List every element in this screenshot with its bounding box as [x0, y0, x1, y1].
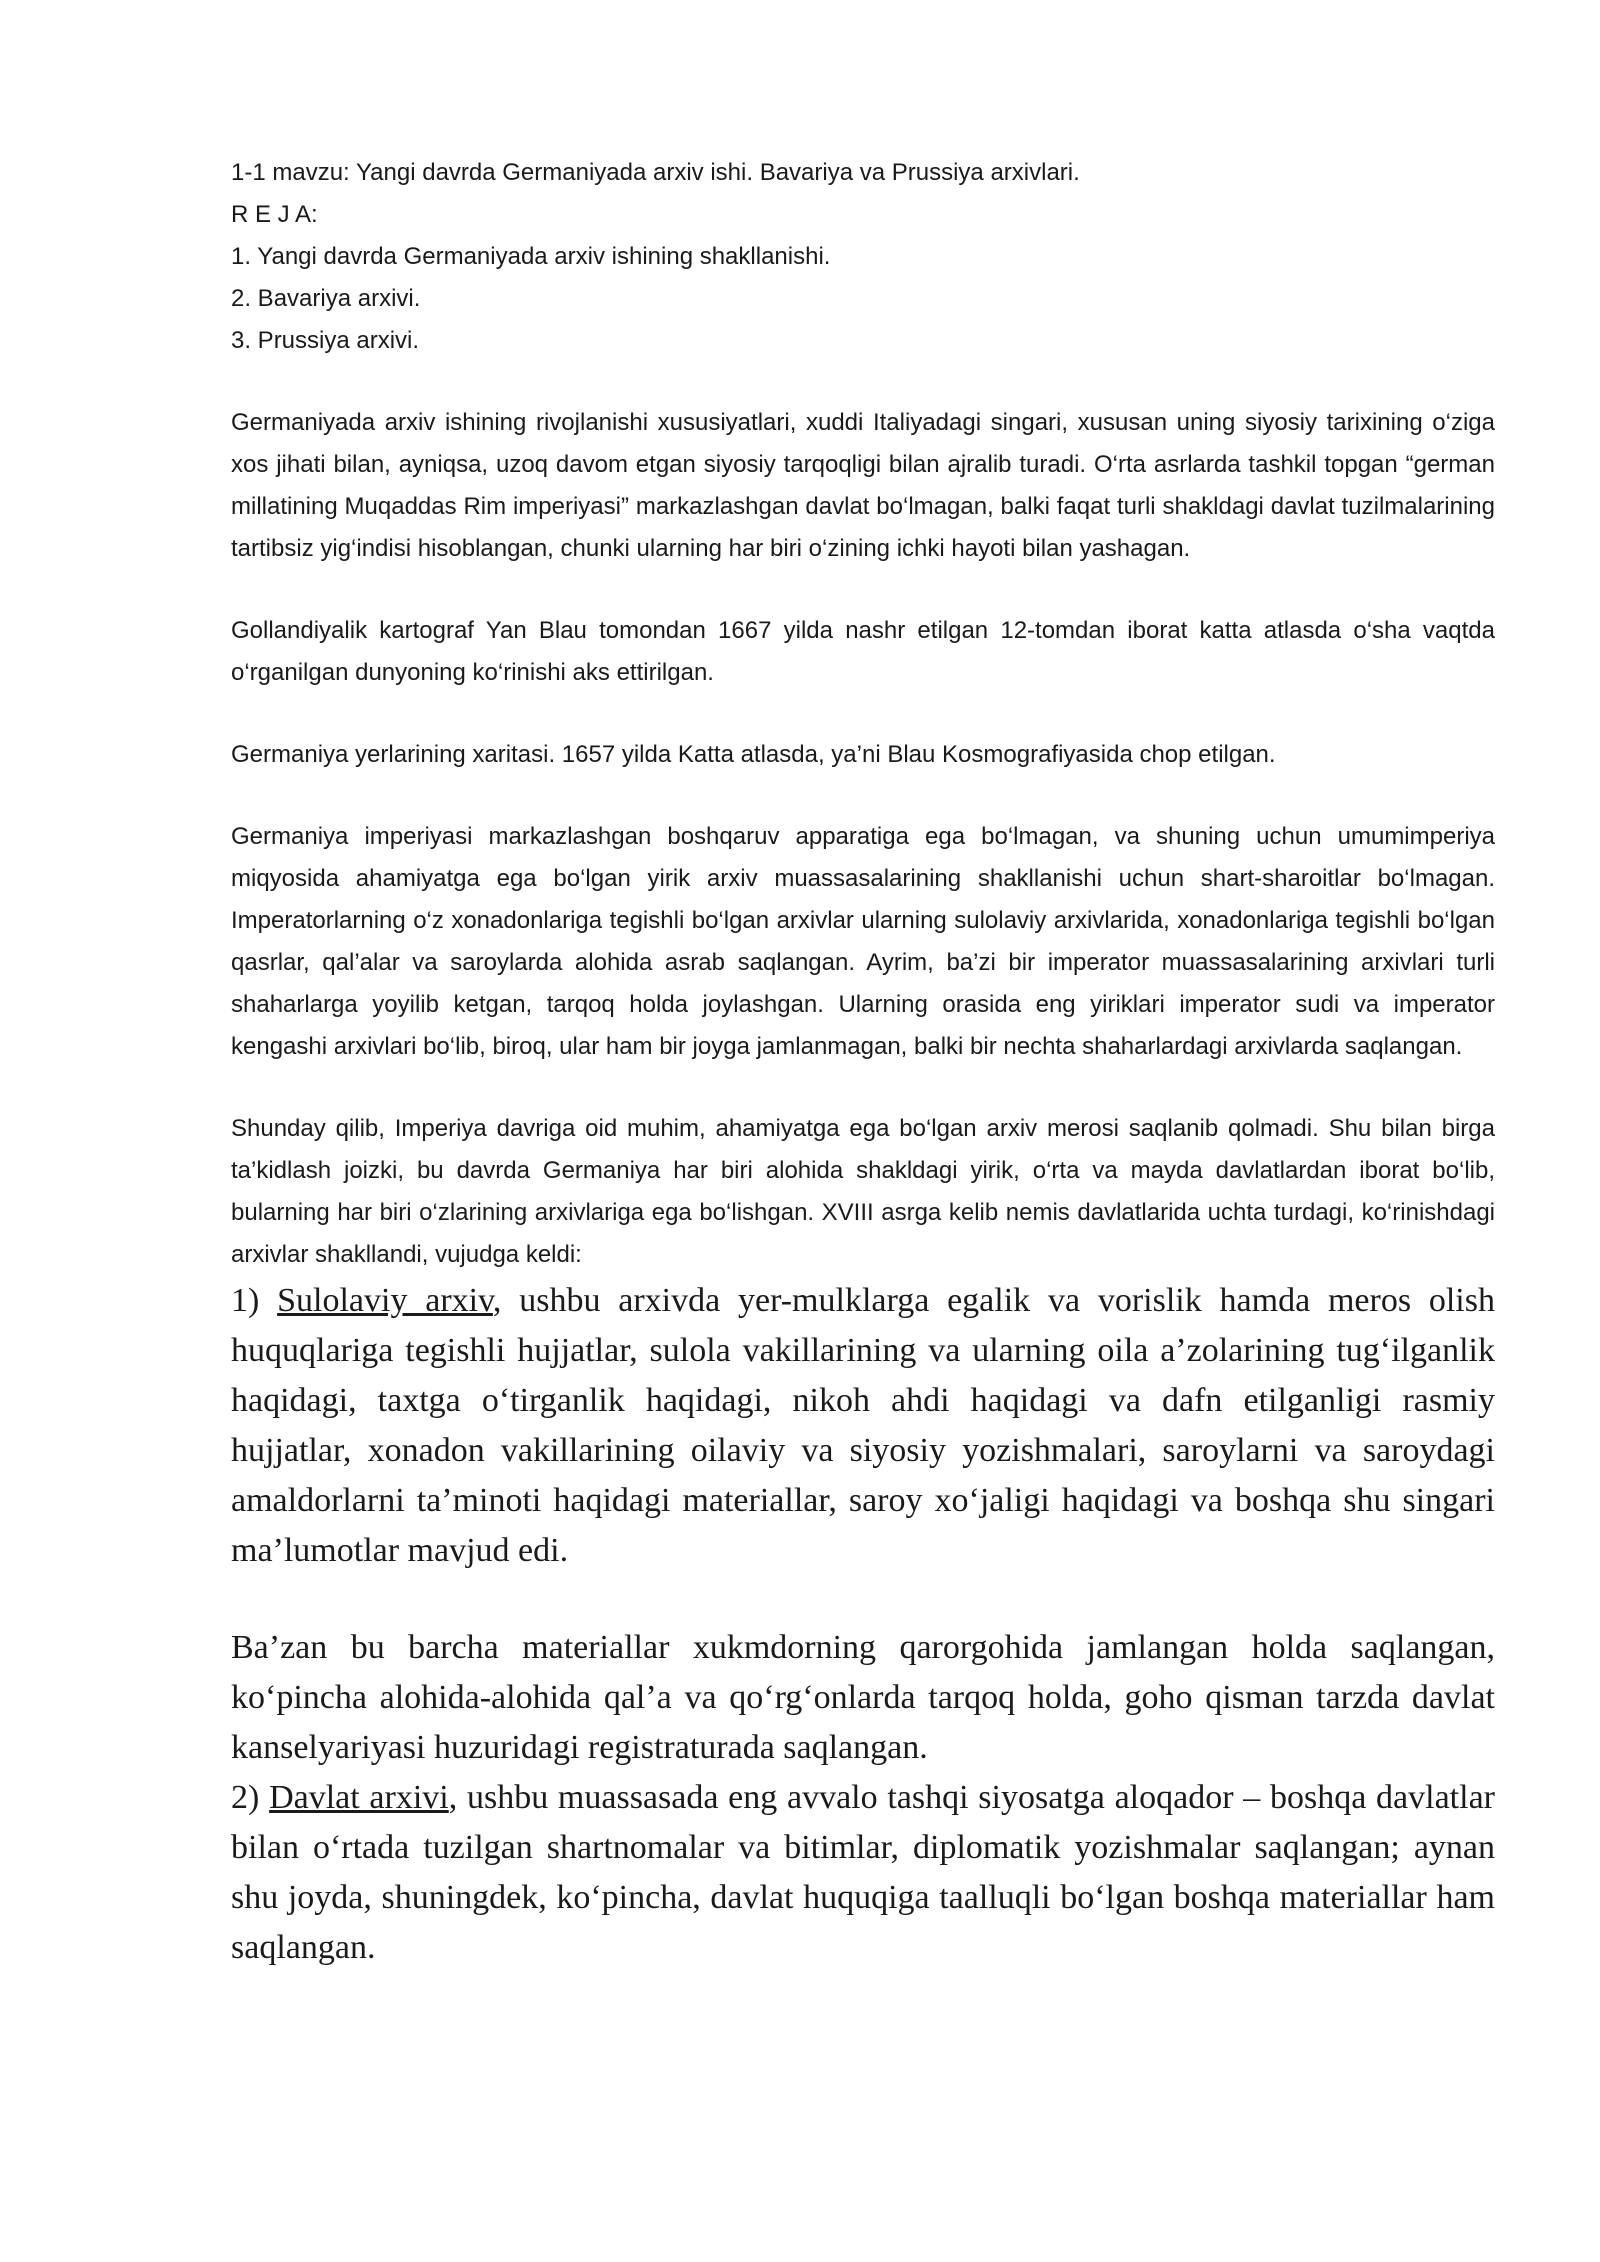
term-dynastic-archive: Sulolaviy arxiv	[277, 1282, 493, 1319]
plan-item-2: 2. Bavariya arxivi.	[231, 285, 421, 312]
paragraph-empire-archives: Germaniya imperiyasi markazlashgan boshqaruv apparatiga ega bo‘lmagan, va shuning uchun umumimperiya miqyosida ahamiyatga ega bo‘lgan yirik arxiv muassasalarining shakllanishi uchun shart-sharoitlar bo‘lmagan. Imperatorlarning o‘z xonadonlariga tegishli bo‘lgan arxivlar ularning sulolaviy arxivlarida, xonadonlariga tegishli bo‘lgan qasrlar, qal’alar va saroylarda alohida asrab saqlangan. Ayrim, ba’zi bir imperator muassasalarining arxivlari turli shaharlarga yoyilib ketgan, tarqoq holda joylashgan. Ularning orasida eng yiriklari imperator sudi va imperator kengashi arxivlari bo‘lib, biroq, ular ham bir joyga jamlanmagan, balki bir nechta shaharlardagi arxivlarda saqlangan.	[231, 823, 1495, 1060]
paragraph-intro: Germaniyada arxiv ishining rivojlanishi xususiyatlari, xuddi Italiyadagi singari, xususan uning siyosiy tarixining o‘ziga xos jihati bilan, ayniqsa, uzoq davom etgan siyosiy tarqoqligi bilan ajralib turadi. O‘rta asrlarda tashkil topgan “german millatining Muqaddas Rim imperiyasi” markazlashgan davlat bo‘lmagan, balki faqat turli shakldagi davlat tuzilmalarining tartibsiz yig‘indisi hisoblangan, chunki ularning har biri o‘zining ichki hayoti bilan yashagan.	[231, 409, 1495, 562]
paragraph-archive-types: Shunday qilib, Imperiya davriga oid muhim, ahamiyatga ega bo‘lgan arxiv merosi saqlanib qolmadi. Shu bilan birga ta’kidlash joizki, bu davrda Germaniya har biri alohida shakldagi yirik, o‘rta va mayda davlatlardan iborat bo‘lib, bularning har biri o‘zlarining arxivlariga ega bo‘lishgan. XVIII asrga kelib nemis davlatlarida uchta turdagi, ko‘rinishdagi arxivlar shakllandi, vujudga keldi:	[231, 1115, 1495, 1268]
list-item-text: , ushbu muassasada eng avvalo tashqi siyosatga aloqador – boshqa davlatlar bilan o‘rtada tuzilgan shartnomalar va bitimlar, diplomatik yozishmalar saqlangan; aynan shu joyda, shuningdek, ko‘pincha, davlat huquqiga taalluqli bo‘lgan boshqa materiallar ham saqlangan.	[231, 1779, 1495, 1966]
paragraph-map-caption: Germaniya yerlarining xaritasi. 1657 yilda Katta atlasda, ya’ni Blau Kosmografiyasida chop etilgan.	[231, 741, 1276, 768]
list-item-state-archive	[231, 1773, 1495, 1973]
term-state-archive: Davlat arxivi	[269, 1779, 449, 1816]
list-item-dynastic-archive	[231, 1276, 1495, 1576]
plan-item-3: 3. Prussiya arxivi.	[231, 327, 420, 354]
plan-item-1: 1. Yangi davrda Germaniyada arxiv ishining shakllanishi.	[231, 243, 831, 270]
plan-heading: R E J A:	[231, 201, 318, 228]
list-item-number: 1)	[231, 1282, 278, 1319]
paragraph-blau-atlas: Gollandiyalik kartograf Yan Blau tomondan 1667 yilda nashr etilgan 12-tomdan iborat katta atlasda o‘sha vaqtda o‘rganilgan dunyoning ko‘rinishi aks ettirilgan.	[231, 617, 1495, 686]
paragraph-materials-storage: Ba’zan bu barcha materiallar xukmdorning qarorgohida jamlangan holda saqlangan, ko‘pincha alohida-alohida qal’a va qo‘rg‘onlarda tarqoq holda, goho qisman tarzda davlat kanselyariyasi huzuridagi registraturada saqlangan.	[231, 1629, 1495, 1766]
list-item-number: 2)	[231, 1779, 270, 1816]
document-body	[231, 152, 1495, 1973]
topic-title: 1-1 mavzu: Yangi davrda Germaniyada arxiv ishi. Bavariya va Prussiya arxivlari.	[231, 159, 1080, 186]
list-item-text: , ushbu arxivda yer-mulklarga egalik va vorislik hamda meros olish huquqlariga tegishli hujjatlar, sulola vakillarining va ularning oila a’zolarining tug‘ilganlik haqidagi, taxtga o‘tirganlik haqidagi, nikoh ahdi haqidagi va dafn etilganligi rasmiy hujjatlar, xonadon vakillarining oilaviy va siyosiy yozishmalari, saroylarni va saroydagi amaldorlarni ta’minoti haqidagi materiallar, saroy xo‘jaligi haqidagi va boshqa shu singari ma’lumotlar mavjud edi.	[231, 1282, 1495, 1569]
